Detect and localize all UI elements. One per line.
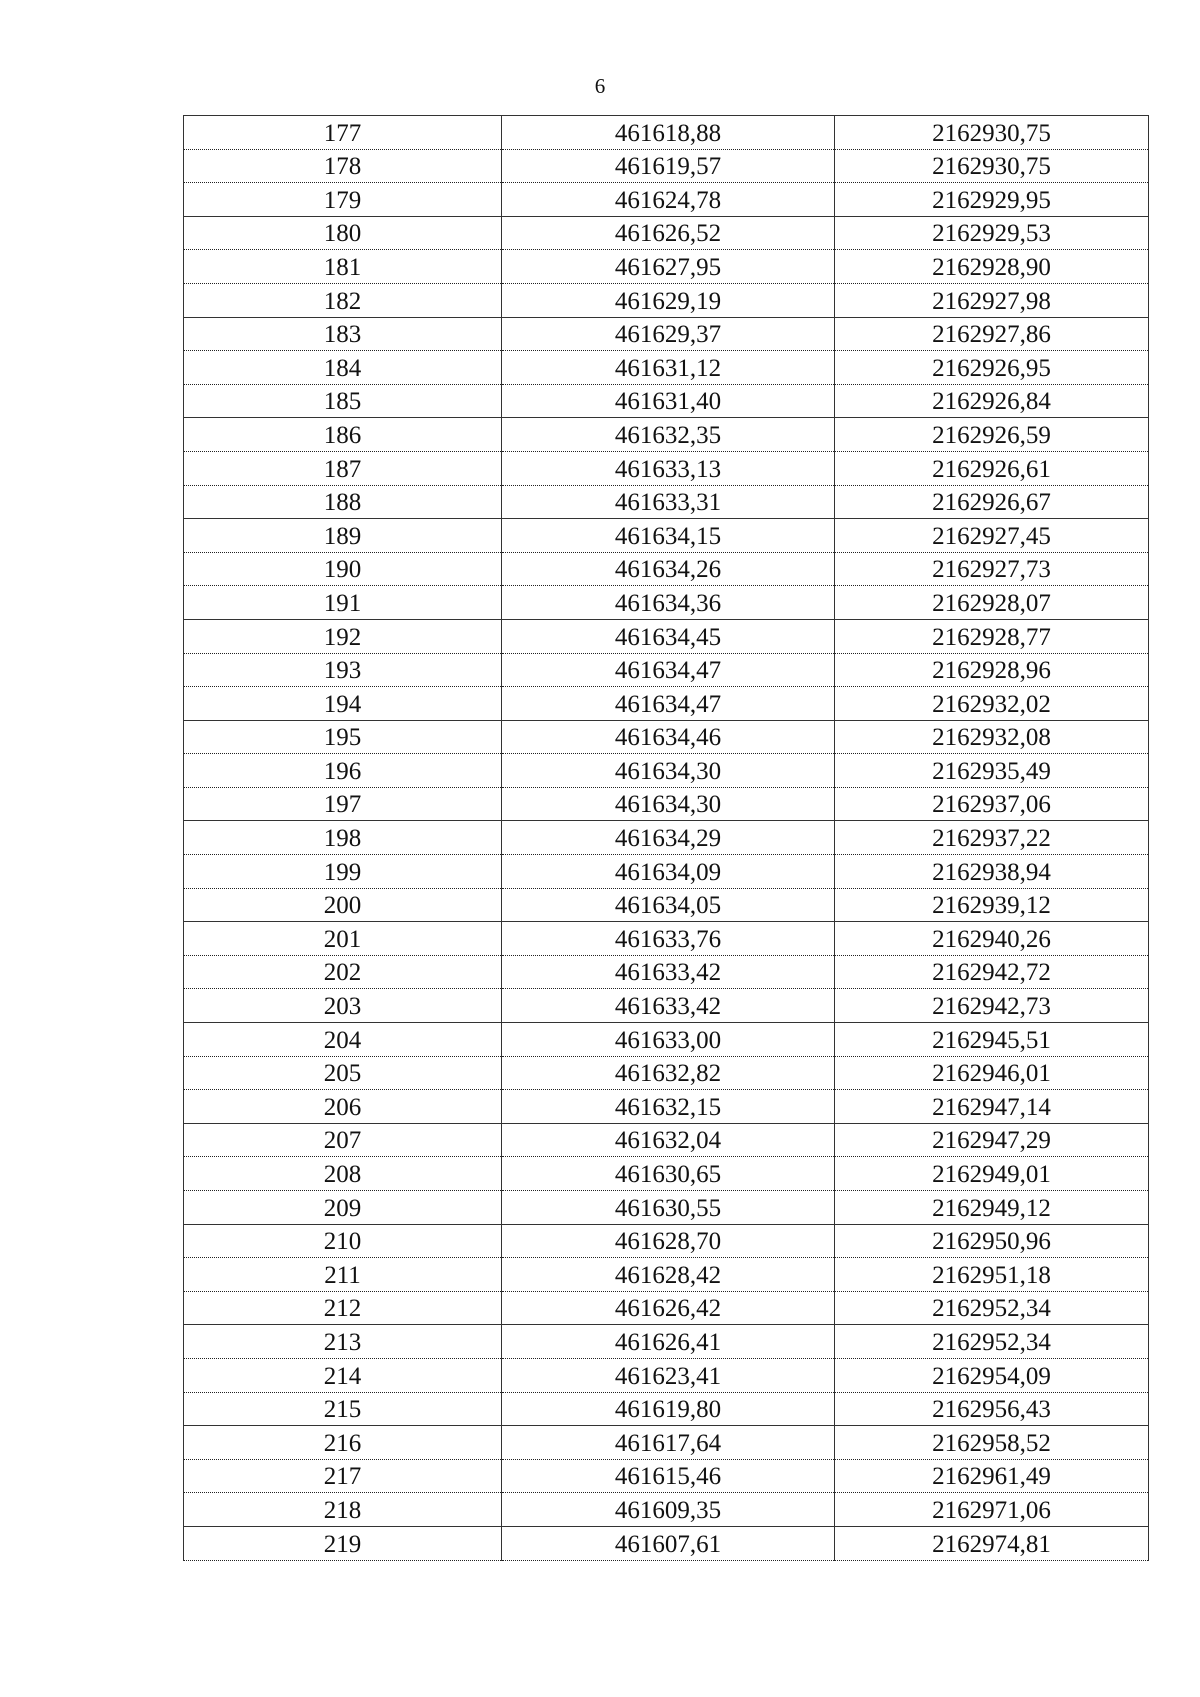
point-number-cell: 183 <box>184 317 502 351</box>
table-row <box>184 1056 1149 1090</box>
point-number-cell: 177 <box>184 116 502 150</box>
table-row <box>184 720 1149 754</box>
point-number-cell: 214 <box>184 1358 502 1392</box>
y-coordinate-cell: 2162961,49 <box>835 1459 1149 1493</box>
table-row <box>184 922 1149 956</box>
point-number-cell: 206 <box>184 1090 502 1124</box>
x-coordinate-cell: 461634,05 <box>502 888 835 922</box>
x-coordinate-cell: 461634,47 <box>502 653 835 687</box>
table-row <box>184 1392 1149 1426</box>
point-number-cell: 178 <box>184 149 502 183</box>
y-coordinate-cell: 2162942,73 <box>835 989 1149 1023</box>
y-coordinate-cell: 2162927,45 <box>835 519 1149 553</box>
x-coordinate-cell: 461631,40 <box>502 384 835 418</box>
x-coordinate-cell: 461609,35 <box>502 1493 835 1527</box>
point-number-cell: 216 <box>184 1426 502 1460</box>
point-number-cell: 195 <box>184 720 502 754</box>
table-row <box>184 1258 1149 1292</box>
point-number-cell: 201 <box>184 922 502 956</box>
x-coordinate-cell: 461634,09 <box>502 855 835 889</box>
x-coordinate-cell: 461633,42 <box>502 955 835 989</box>
x-coordinate-cell: 461633,00 <box>502 1023 835 1057</box>
y-coordinate-cell: 2162932,08 <box>835 720 1149 754</box>
x-coordinate-cell: 461632,35 <box>502 418 835 452</box>
x-coordinate-cell: 461633,76 <box>502 922 835 956</box>
point-number-cell: 181 <box>184 250 502 284</box>
point-number-cell: 194 <box>184 687 502 721</box>
x-coordinate-cell: 461628,70 <box>502 1224 835 1258</box>
y-coordinate-cell: 2162935,49 <box>835 754 1149 788</box>
point-number-cell: 193 <box>184 653 502 687</box>
table-row <box>184 821 1149 855</box>
x-coordinate-cell: 461627,95 <box>502 250 835 284</box>
table-row <box>184 519 1149 553</box>
point-number-cell: 186 <box>184 418 502 452</box>
x-coordinate-cell: 461623,41 <box>502 1358 835 1392</box>
table-row <box>184 183 1149 217</box>
x-coordinate-cell: 461626,41 <box>502 1325 835 1359</box>
point-number-cell: 196 <box>184 754 502 788</box>
x-coordinate-cell: 461624,78 <box>502 183 835 217</box>
point-number-cell: 190 <box>184 552 502 586</box>
y-coordinate-cell: 2162947,29 <box>835 1123 1149 1157</box>
y-coordinate-cell: 2162927,73 <box>835 552 1149 586</box>
x-coordinate-cell: 461631,12 <box>502 351 835 385</box>
point-number-cell: 185 <box>184 384 502 418</box>
point-number-cell: 197 <box>184 787 502 821</box>
point-number-cell: 191 <box>184 586 502 620</box>
y-coordinate-cell: 2162927,86 <box>835 317 1149 351</box>
point-number-cell: 219 <box>184 1526 502 1560</box>
y-coordinate-cell: 2162930,75 <box>835 116 1149 150</box>
point-number-cell: 208 <box>184 1157 502 1191</box>
table-row <box>184 989 1149 1023</box>
y-coordinate-cell: 2162937,22 <box>835 821 1149 855</box>
y-coordinate-cell: 2162926,59 <box>835 418 1149 452</box>
coordinates-table <box>183 115 1149 1561</box>
x-coordinate-cell: 461634,30 <box>502 754 835 788</box>
point-number-cell: 192 <box>184 619 502 653</box>
point-number-cell: 182 <box>184 283 502 317</box>
y-coordinate-cell: 2162958,52 <box>835 1426 1149 1460</box>
point-number-cell: 215 <box>184 1392 502 1426</box>
point-number-cell: 198 <box>184 821 502 855</box>
coordinates-table-body <box>184 116 1149 1561</box>
y-coordinate-cell: 2162952,34 <box>835 1291 1149 1325</box>
y-coordinate-cell: 2162950,96 <box>835 1224 1149 1258</box>
x-coordinate-cell: 461628,42 <box>502 1258 835 1292</box>
point-number-cell: 204 <box>184 1023 502 1057</box>
x-coordinate-cell: 461632,82 <box>502 1056 835 1090</box>
point-number-cell: 184 <box>184 351 502 385</box>
y-coordinate-cell: 2162952,34 <box>835 1325 1149 1359</box>
table-row <box>184 619 1149 653</box>
y-coordinate-cell: 2162929,95 <box>835 183 1149 217</box>
table-row <box>184 384 1149 418</box>
table-row <box>184 216 1149 250</box>
x-coordinate-cell: 461634,15 <box>502 519 835 553</box>
x-coordinate-cell: 461632,04 <box>502 1123 835 1157</box>
point-number-cell: 211 <box>184 1258 502 1292</box>
x-coordinate-cell: 461619,57 <box>502 149 835 183</box>
y-coordinate-cell: 2162951,18 <box>835 1258 1149 1292</box>
x-coordinate-cell: 461632,15 <box>502 1090 835 1124</box>
y-coordinate-cell: 2162926,95 <box>835 351 1149 385</box>
table-row <box>184 1459 1149 1493</box>
y-coordinate-cell: 2162938,94 <box>835 855 1149 889</box>
table-row <box>184 1358 1149 1392</box>
table-row <box>184 787 1149 821</box>
y-coordinate-cell: 2162937,06 <box>835 787 1149 821</box>
x-coordinate-cell: 461619,80 <box>502 1392 835 1426</box>
y-coordinate-cell: 2162942,72 <box>835 955 1149 989</box>
y-coordinate-cell: 2162954,09 <box>835 1358 1149 1392</box>
y-coordinate-cell: 2162971,06 <box>835 1493 1149 1527</box>
y-coordinate-cell: 2162946,01 <box>835 1056 1149 1090</box>
table-row <box>184 1023 1149 1057</box>
point-number-cell: 218 <box>184 1493 502 1527</box>
x-coordinate-cell: 461626,52 <box>502 216 835 250</box>
point-number-cell: 200 <box>184 888 502 922</box>
table-row <box>184 754 1149 788</box>
table-row <box>184 149 1149 183</box>
y-coordinate-cell: 2162939,12 <box>835 888 1149 922</box>
y-coordinate-cell: 2162974,81 <box>835 1526 1149 1560</box>
y-coordinate-cell: 2162928,77 <box>835 619 1149 653</box>
y-coordinate-cell: 2162956,43 <box>835 1392 1149 1426</box>
x-coordinate-cell: 461630,65 <box>502 1157 835 1191</box>
point-number-cell: 202 <box>184 955 502 989</box>
y-coordinate-cell: 2162930,75 <box>835 149 1149 183</box>
y-coordinate-cell: 2162928,07 <box>835 586 1149 620</box>
x-coordinate-cell: 461633,13 <box>502 451 835 485</box>
y-coordinate-cell: 2162927,98 <box>835 283 1149 317</box>
x-coordinate-cell: 461634,29 <box>502 821 835 855</box>
table-row <box>184 485 1149 519</box>
table-row <box>184 1123 1149 1157</box>
y-coordinate-cell: 2162949,01 <box>835 1157 1149 1191</box>
y-coordinate-cell: 2162947,14 <box>835 1090 1149 1124</box>
x-coordinate-cell: 461634,36 <box>502 586 835 620</box>
point-number-cell: 207 <box>184 1123 502 1157</box>
table-row <box>184 552 1149 586</box>
point-number-cell: 213 <box>184 1325 502 1359</box>
table-row <box>184 317 1149 351</box>
x-coordinate-cell: 461626,42 <box>502 1291 835 1325</box>
table-row <box>184 1526 1149 1560</box>
x-coordinate-cell: 461630,55 <box>502 1191 835 1225</box>
x-coordinate-cell: 461634,47 <box>502 687 835 721</box>
y-coordinate-cell: 2162928,96 <box>835 653 1149 687</box>
x-coordinate-cell: 461633,42 <box>502 989 835 1023</box>
table-row <box>184 451 1149 485</box>
x-coordinate-cell: 461633,31 <box>502 485 835 519</box>
x-coordinate-cell: 461629,37 <box>502 317 835 351</box>
x-coordinate-cell: 461634,26 <box>502 552 835 586</box>
table-row <box>184 250 1149 284</box>
point-number-cell: 180 <box>184 216 502 250</box>
point-number-cell: 188 <box>184 485 502 519</box>
y-coordinate-cell: 2162940,26 <box>835 922 1149 956</box>
table-row <box>184 1291 1149 1325</box>
x-coordinate-cell: 461607,61 <box>502 1526 835 1560</box>
table-row <box>184 687 1149 721</box>
point-number-cell: 199 <box>184 855 502 889</box>
table-row <box>184 1325 1149 1359</box>
table-row <box>184 1157 1149 1191</box>
point-number-cell: 217 <box>184 1459 502 1493</box>
x-coordinate-cell: 461634,46 <box>502 720 835 754</box>
point-number-cell: 203 <box>184 989 502 1023</box>
page-number: 6 <box>594 74 606 98</box>
y-coordinate-cell: 2162949,12 <box>835 1191 1149 1225</box>
table-row <box>184 855 1149 889</box>
table-row <box>184 116 1149 150</box>
table-row <box>184 1426 1149 1460</box>
point-number-cell: 179 <box>184 183 502 217</box>
x-coordinate-cell: 461615,46 <box>502 1459 835 1493</box>
table-row <box>184 283 1149 317</box>
x-coordinate-cell: 461617,64 <box>502 1426 835 1460</box>
point-number-cell: 212 <box>184 1291 502 1325</box>
point-number-cell: 205 <box>184 1056 502 1090</box>
x-coordinate-cell: 461634,30 <box>502 787 835 821</box>
y-coordinate-cell: 2162929,53 <box>835 216 1149 250</box>
point-number-cell: 210 <box>184 1224 502 1258</box>
table-row <box>184 418 1149 452</box>
y-coordinate-cell: 2162926,84 <box>835 384 1149 418</box>
point-number-cell: 209 <box>184 1191 502 1225</box>
table-row <box>184 888 1149 922</box>
table-row <box>184 1090 1149 1124</box>
y-coordinate-cell: 2162945,51 <box>835 1023 1149 1057</box>
table-row <box>184 351 1149 385</box>
table-row <box>184 653 1149 687</box>
x-coordinate-cell: 461634,45 <box>502 619 835 653</box>
table-row <box>184 1191 1149 1225</box>
table-row <box>184 586 1149 620</box>
y-coordinate-cell: 2162926,61 <box>835 451 1149 485</box>
table-row <box>184 955 1149 989</box>
point-number-cell: 187 <box>184 451 502 485</box>
x-coordinate-cell: 461618,88 <box>502 116 835 150</box>
x-coordinate-cell: 461629,19 <box>502 283 835 317</box>
y-coordinate-cell: 2162926,67 <box>835 485 1149 519</box>
y-coordinate-cell: 2162932,02 <box>835 687 1149 721</box>
point-number-cell: 189 <box>184 519 502 553</box>
table-row <box>184 1224 1149 1258</box>
table-row <box>184 1493 1149 1527</box>
y-coordinate-cell: 2162928,90 <box>835 250 1149 284</box>
